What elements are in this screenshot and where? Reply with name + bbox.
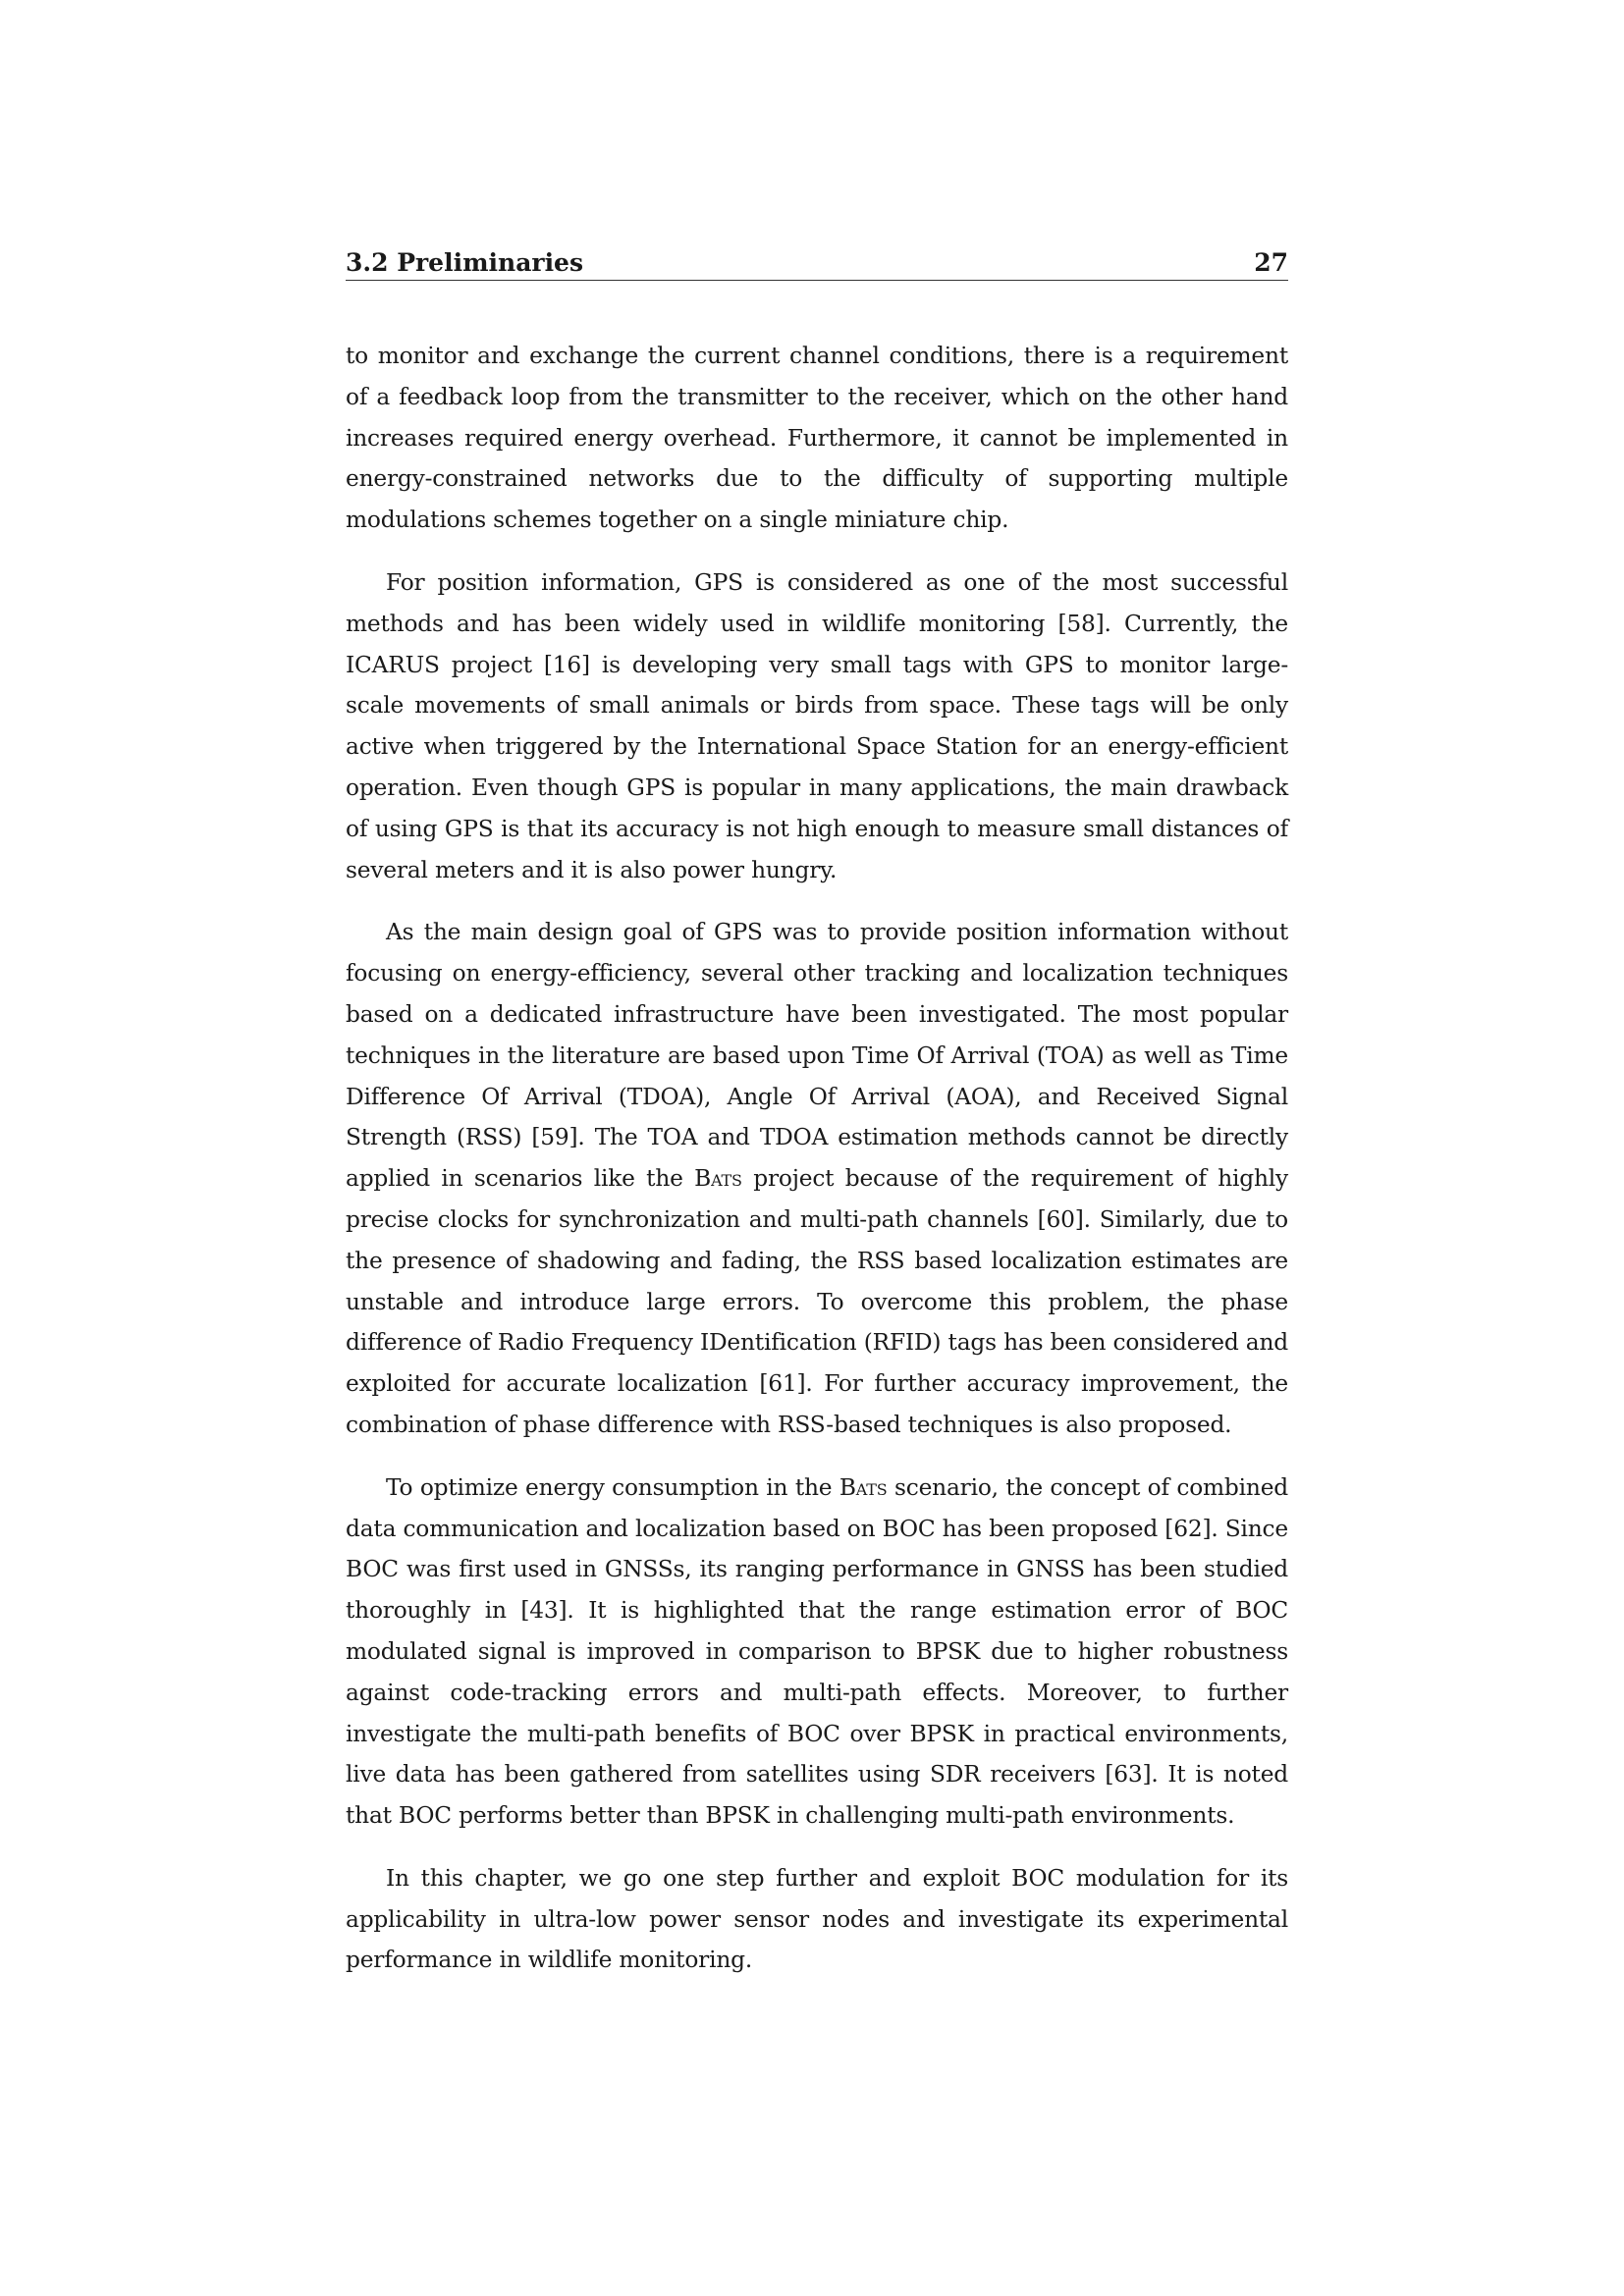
paragraph-3-text-b: project because of the requirement of highly precise clocks for synchronization and multi-path channels [60]. Similarly, due to the presence of shadowing and fading, the RSS based localization estimates are unstable and introduce large errors. To overcome this problem, the phase difference of Radio Frequency IDentification (RFID) tags has been considered and exploited for accurate localization [61]. For further accuracy improvement, the combination of phase difference with RSS-based techniques is also proposed. [346,1165,1288,1438]
paragraph-3-text-a: As the main design goal of GPS was to provide position information without focusing on energy-efficiency, several other tracking and localization techniques based on a dedicated infrastructure have been investigated. The most popular techniques in the literature are based upon Time Of Arrival (TOA) as well as Time Difference Of Arrival (TDOA), Angle Of Arrival (AOA), and Received Signal Strength (RSS) [59]. The TOA and TDOA estimation methods cannot be directly applied in scenarios like the [346,919,1288,1193]
paragraph-5: In this chapter, we go one step further and exploit BOC modulation for its applicability in ultra-low power sensor nodes and investigate its experimental performance in wildlife monitoring. [346,1864,1288,1974]
bats-project-name: Bats [694,1165,742,1193]
paragraph-1: to monitor and exchange the current channel conditions, there is a requirement of a feedback loop from the transmitter to the receiver, which on the other hand increases required energy overhead. Furthermore, it cannot be implemented in energy-constrained networks due to the difficulty of supporting multiple modulations schemes together on a single miniature chip. [346,343,1288,534]
paragraph-4-text-a: To optimize energy consumption in the [386,1473,839,1501]
paragraph-3 [346,912,1288,1445]
paragraph-4-text-b: scenario, the concept of combined data communication and localization based on BOC has been proposed [62]. Since BOC was first used in GNSSs, its ranging performance in GNSS has been studied thoroughly in [43]. It is highlighted that the range estimation error of BOC modulated signal is improved in comparison to BPSK due to higher robustness against code-tracking errors and multi-path effects. Moreover, to further investigate the multi-path benefits of BOC over BPSK in practical environments, live data has been gathered from satellites using SDR receivers [63]. It is noted that BOC performs better than BPSK in challenging multi-path environments. [346,1473,1289,1830]
paragraph-2: For position information, GPS is considered as one of the most successful methods and has been widely used in wildlife monitoring [58]. Currently, the ICARUS project [16] is developing very small tags with GPS to monitor large-scale movements of small animals or birds from space. These tags will be only active when triggered by the International Space Station for an energy-efficient operation. Even though GPS is popular in many applications, the main drawback of using GPS is that its accuracy is not high enough to measure small distances of several meters and it is also power hungry. [346,568,1288,883]
bats-scenario-name: Bats [839,1473,888,1501]
document-page [346,0,1288,2296]
header-rule [346,280,1288,281]
paragraph-4 [346,1468,1288,1837]
running-header [346,241,1288,279]
body-text [346,336,1288,2002]
page-number: 27 [1254,248,1288,277]
section-title: 3.2 Preliminaries [346,248,584,277]
